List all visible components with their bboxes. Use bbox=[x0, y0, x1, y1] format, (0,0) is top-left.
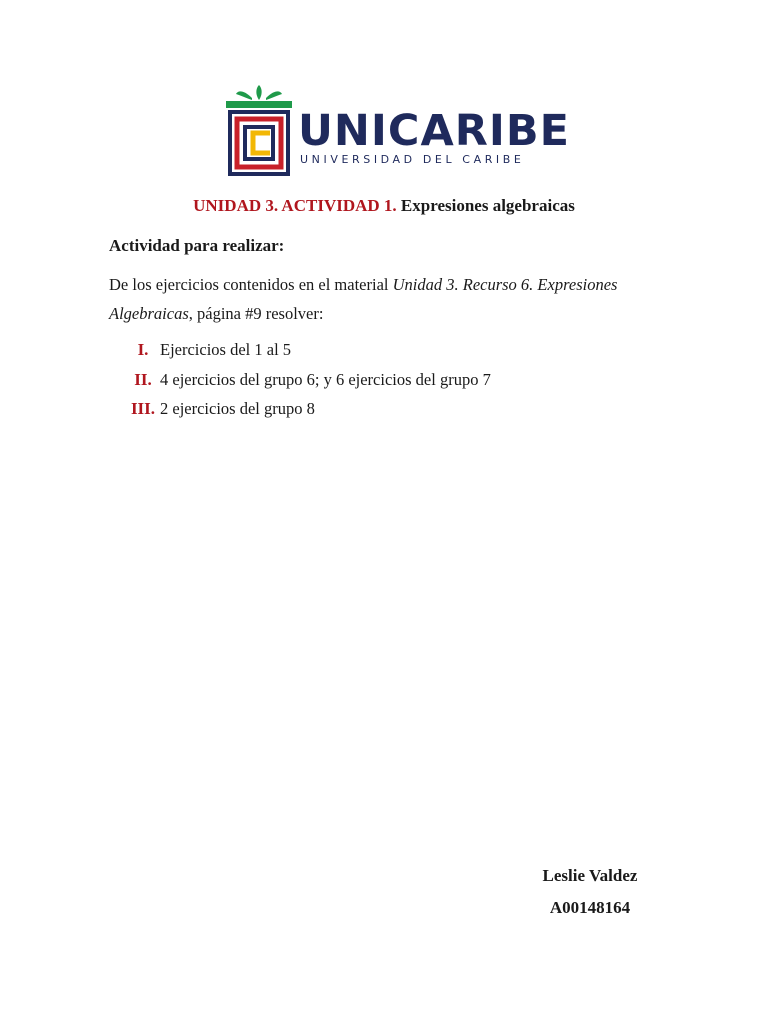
list-number: I. bbox=[137, 340, 149, 359]
activity-heading: Actividad para realizar: bbox=[109, 236, 285, 255]
list-item bbox=[109, 370, 491, 400]
unicaribe-emblem-icon bbox=[224, 84, 294, 180]
paragraph-part2: , página #9 resolver: bbox=[188, 304, 324, 323]
signature-id: A00148164 bbox=[549, 898, 631, 917]
list-number: III. bbox=[130, 399, 156, 418]
logo-wordmark: UNICARIBE bbox=[298, 106, 570, 156]
list-item bbox=[109, 340, 491, 370]
paragraph-resource-title: Unidad 3. Recurso 6. Expresiones Algebraicas bbox=[109, 275, 618, 323]
title-text: Expresiones algebraicas bbox=[400, 196, 575, 215]
list-number: II. bbox=[134, 369, 152, 389]
logo-subtitle: UNIVERSIDAD DEL CARIBE bbox=[300, 153, 525, 166]
list-text: 4 ejercicios del grupo 6; y 6 ejercicios del grupo 7 bbox=[160, 369, 491, 389]
list-text: 2 ejercicios del grupo 8 bbox=[160, 399, 315, 418]
page-title bbox=[0, 196, 768, 216]
title-prefix: UNIDAD 3. ACTIVIDAD 1. bbox=[193, 196, 397, 215]
list-item bbox=[109, 399, 491, 429]
exercise-list bbox=[109, 340, 491, 429]
unicaribe-logo bbox=[224, 84, 570, 180]
paragraph-part1: De los ejercicios contenidos en el material bbox=[109, 275, 393, 294]
list-text: Ejercicios del 1 al 5 bbox=[160, 340, 292, 359]
instructions-paragraph bbox=[109, 270, 689, 328]
signature-name: Leslie Valdez bbox=[542, 866, 638, 885]
